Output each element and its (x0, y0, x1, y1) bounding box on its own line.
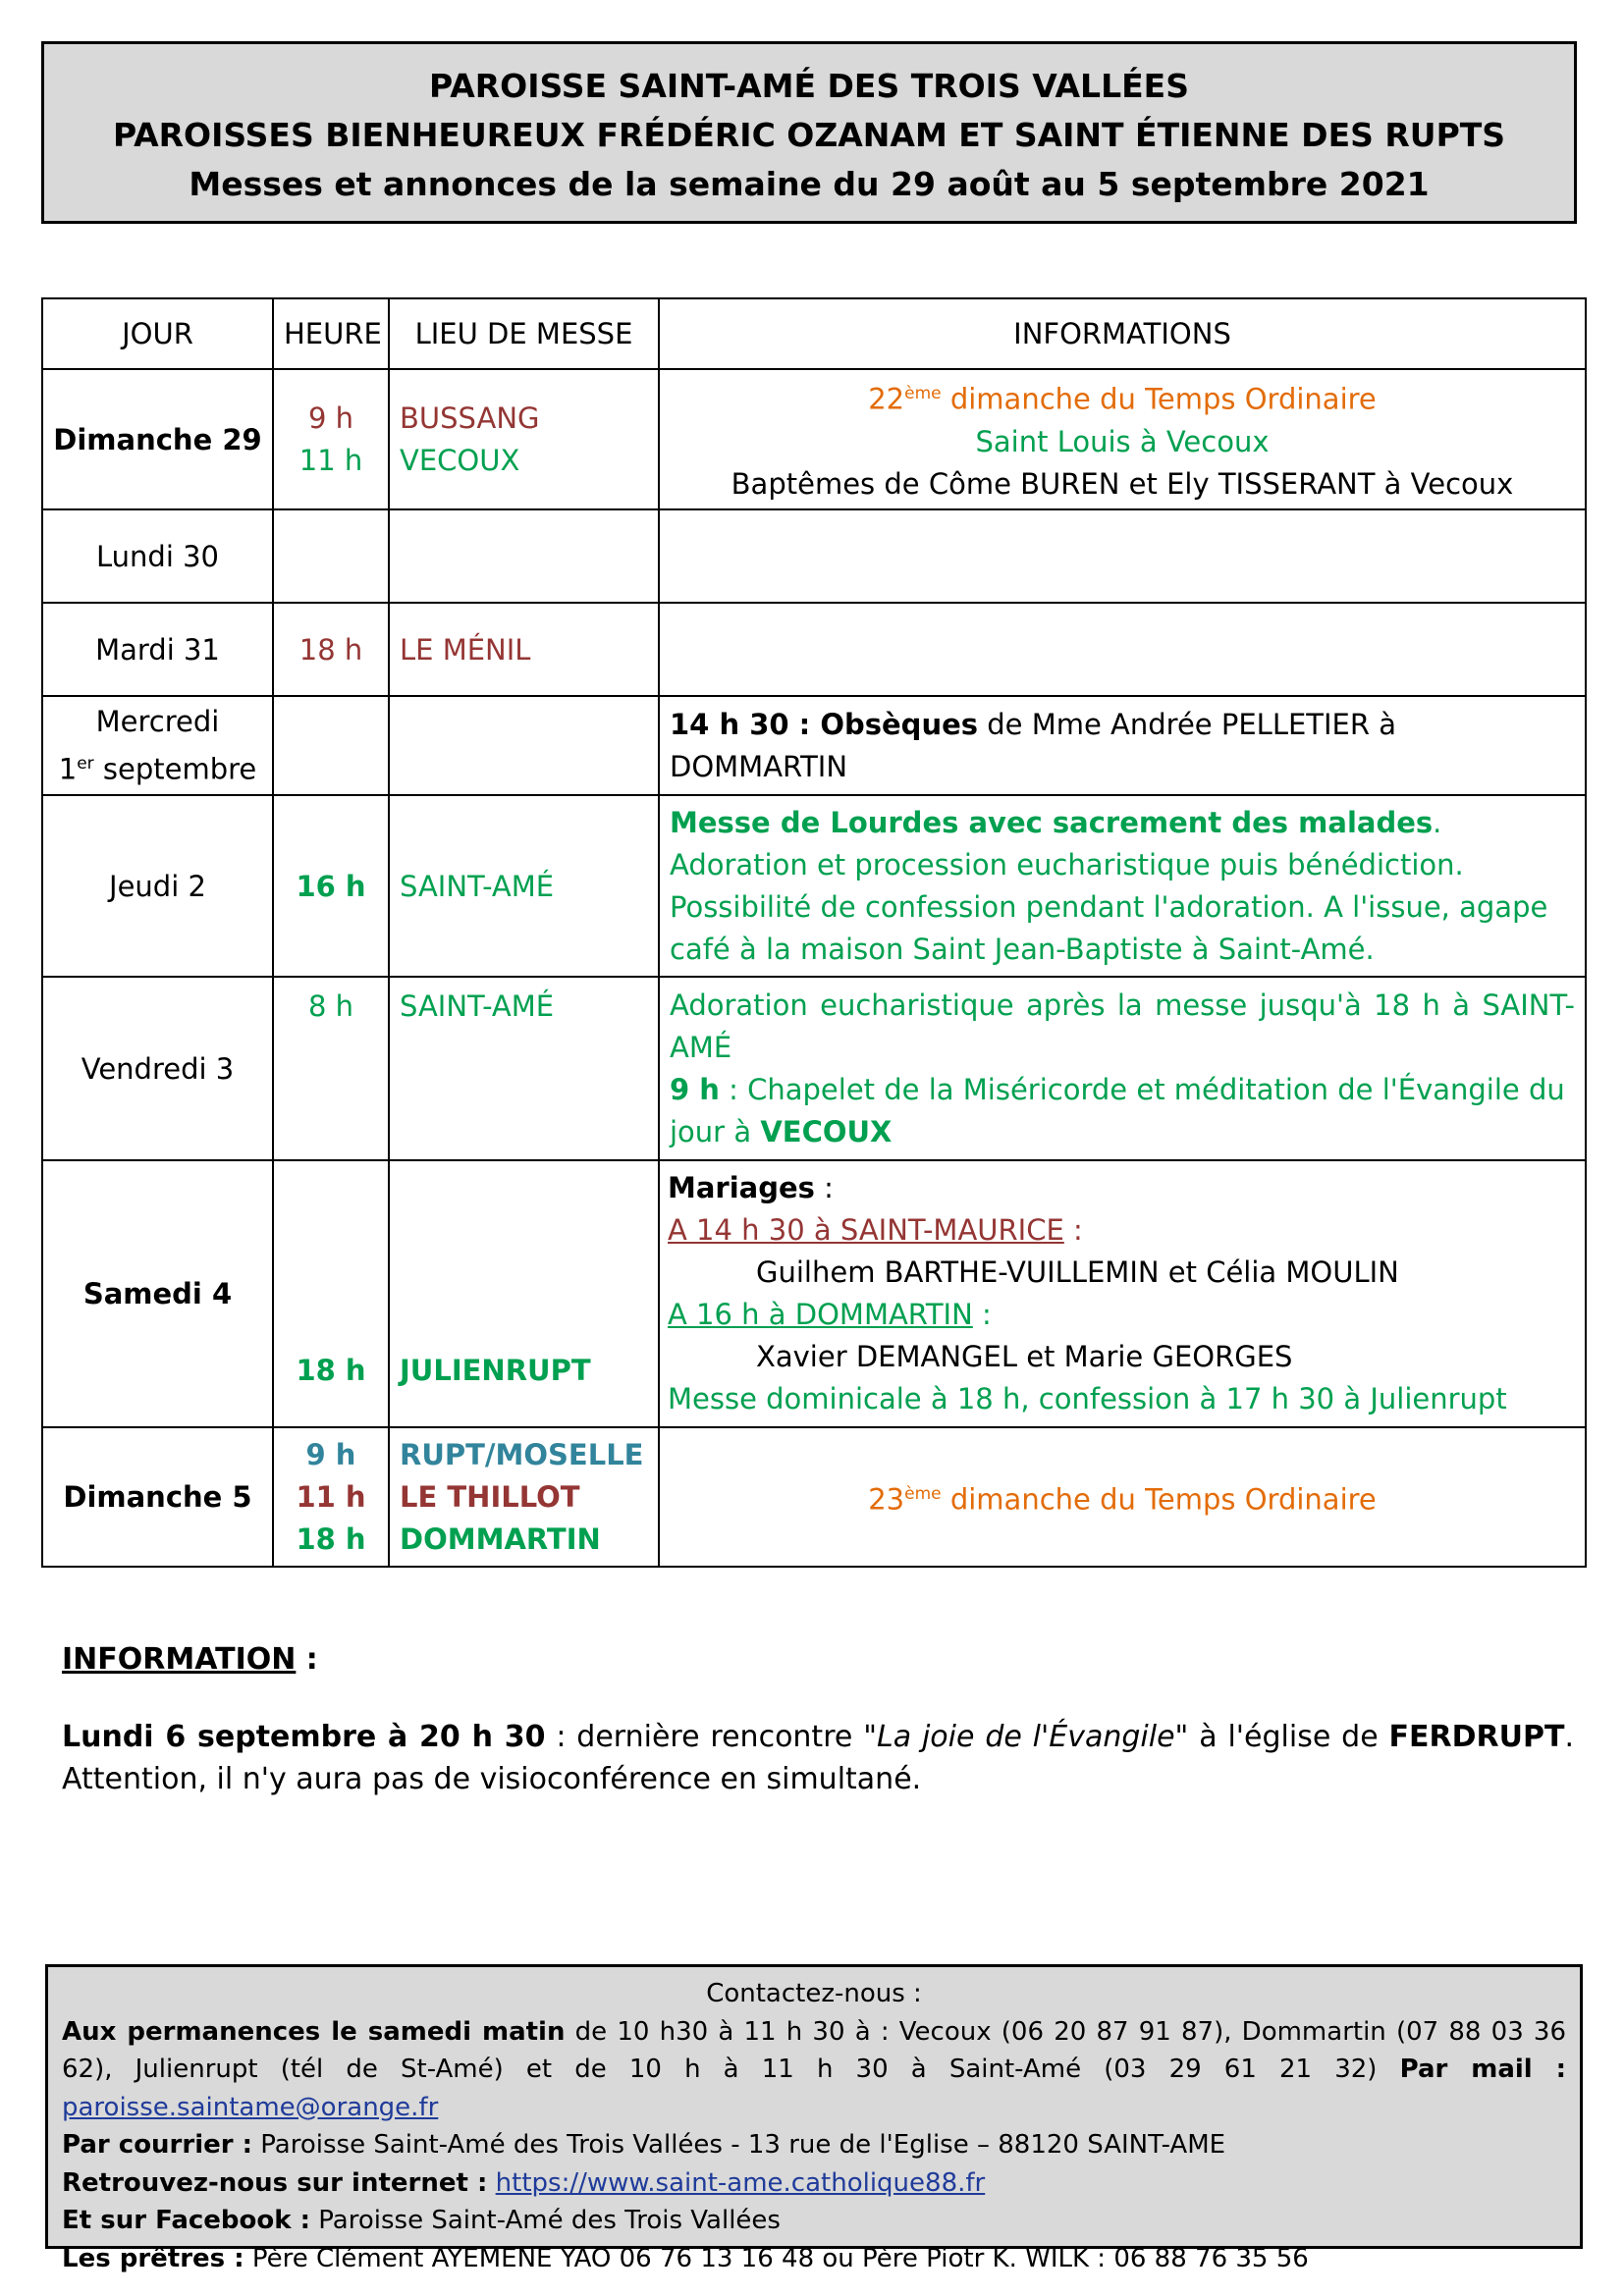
liturgy-text: dimanche du Temps Ordinaire (941, 1482, 1377, 1517)
col-header-jour: JOUR (42, 298, 273, 369)
contact-label: Par mail : (1399, 2055, 1567, 2084)
time-cell (273, 369, 389, 509)
information-body (62, 1716, 1574, 1800)
table-row (42, 795, 1586, 977)
info-cell (659, 977, 1586, 1160)
place-cell: JULIENRUPT (389, 1160, 659, 1427)
information-title: INFORMATION (62, 1642, 297, 1677)
website-link[interactable]: https://www.saint-ame.catholique88.fr (495, 2167, 986, 2198)
contact-mail (62, 2126, 1566, 2164)
wedding-1-place: A 14 h 30 à SAINT-MAURICE (668, 1213, 1064, 1247)
contact-text: Père Clément AYEMENE YAO 06 76 13 16 48 ou Père Piotr K. WILK : 06 88 76 35 56 (244, 2243, 1309, 2273)
adoration-note: Adoration eucharistique après la messe jusqu'à 18 h à SAINT-AMÉ (670, 988, 1575, 1064)
mass-schedule-table (41, 297, 1587, 1568)
place-cell (389, 509, 659, 603)
table-row (42, 369, 1586, 509)
liturgy-text: dimanche du Temps Ordinaire (941, 382, 1377, 416)
meeting-title: "La joie de l'Évangile" (863, 1720, 1189, 1754)
day-cell: Samedi 4 (42, 1160, 273, 1427)
table-row (42, 1160, 1586, 1427)
info-text: : dernière rencontre (545, 1720, 864, 1754)
contact-text: Paroisse Saint-Amé des Trois Vallées - 13 rue de l'Eglise – 88120 SAINT-AME (252, 2130, 1226, 2160)
time-cell: 8 h (273, 977, 389, 1160)
day-date (53, 743, 262, 791)
table-row (42, 1427, 1586, 1567)
time-cell (273, 1427, 389, 1567)
ordinal-suffix: ème (904, 1483, 942, 1504)
info-text: . Attention, il n'y aura pas de visioconférence en simultané. (62, 1720, 1574, 1796)
time-cell: 18 h (273, 603, 389, 696)
info-cell (659, 696, 1586, 795)
contact-permanences (62, 2013, 1566, 2127)
time-cell (273, 696, 389, 795)
day-cell: Mardi 31 (42, 603, 273, 696)
meeting-date: Lundi 6 septembre à 20 h 30 (62, 1720, 546, 1754)
meeting-place: FERDRUPT (1388, 1720, 1565, 1754)
time: 18 h (296, 1522, 366, 1556)
contact-box (45, 1964, 1583, 2273)
place-cell (389, 369, 659, 509)
contact-title: Contactez-nous : (706, 1979, 922, 2008)
information-section (62, 1642, 1574, 1800)
time: 11 h (296, 1479, 366, 1514)
header-subtitle: PAROISSES BIENHEUREUX FRÉDÉRIC OZANAM ET SAINT ÉTIENNE DES RUPTS (112, 116, 1506, 154)
place-cell: LE MÉNIL (389, 603, 659, 696)
lourdes-title (670, 802, 1575, 844)
information-heading (62, 1642, 1574, 1677)
info-text: à l'église de (1188, 1720, 1389, 1754)
wedding-2-names: Xavier DEMANGEL et Marie GEORGES (756, 1340, 1293, 1373)
weddings-title (668, 1167, 1575, 1209)
contact-priests (62, 2240, 1566, 2278)
place-cell: SAINT-AMÉ (389, 795, 659, 977)
weddings-title-sep: : (814, 1171, 834, 1204)
table-row (42, 977, 1586, 1160)
place: BUSSANG (400, 400, 540, 435)
contact-text: Paroisse Saint-Amé des Trois Vallées (310, 2206, 781, 2235)
ordinal-number: 22 (868, 382, 905, 416)
ordinal-number: 23 (868, 1482, 905, 1517)
col-header-info: INFORMATIONS (659, 298, 1586, 369)
day-cell: Vendredi 3 (42, 977, 273, 1160)
place-cell: SAINT-AMÉ (389, 977, 659, 1160)
funeral-note (670, 704, 1575, 788)
time: 9 h (305, 1437, 356, 1471)
header-title: PAROISSE SAINT-AMÉ DES TROIS VALLÉES (429, 67, 1189, 105)
chaplet-place: VECOUX (760, 1114, 893, 1148)
email-link[interactable]: paroisse.saintame@orange.fr (62, 2092, 439, 2122)
time-cell: 16 h (273, 795, 389, 977)
table-row (42, 696, 1586, 795)
day-cell: Dimanche 29 (42, 369, 273, 509)
day-cell: Jeudi 2 (42, 795, 273, 977)
contact-label: Aux permanences le samedi matin (62, 2016, 566, 2047)
feast-note: Saint Louis à Vecoux (975, 424, 1270, 458)
info-cell (659, 1427, 1586, 1567)
chaplet-text: : Chapelet de la Miséricorde et méditation de l'Évangile du jour à (670, 1072, 1565, 1148)
time: 11 h (298, 443, 363, 477)
lourdes-details: Adoration et procession eucharistique puis bénédiction. Possibilité de confession pendant l'adoration. A l'issue, agape café à la maison Saint Jean-Baptiste à Saint-Amé. (670, 847, 1548, 966)
funeral-details: de Mme Andrée PELLETIER à DOMMARTIN (670, 707, 1397, 783)
day-cell: Dimanche 5 (42, 1427, 273, 1567)
info-cell (659, 1160, 1586, 1427)
weddings-title-text: Mariages (668, 1171, 815, 1204)
wedding-2-place: A 16 h à DOMMARTIN (668, 1298, 973, 1331)
sunday-mass-note: Messe dominicale à 18 h, confession à 17 h 30 à Julienrupt (668, 1382, 1507, 1415)
day-cell: Lundi 30 (42, 509, 273, 603)
funeral-time: 14 h 30 : Obsèques (670, 707, 979, 741)
header-week: Messes et annonces de la semaine du 29 août au 5 septembre 2021 (189, 165, 1430, 203)
contact-website (62, 2164, 1566, 2203)
place: VECOUX (400, 443, 520, 477)
table-row (42, 603, 1586, 696)
contact-facebook (62, 2202, 1566, 2240)
information-title-sep: : (296, 1642, 318, 1677)
time-cell (273, 509, 389, 603)
place-cell (389, 1427, 659, 1567)
place: LE THILLOT (400, 1479, 580, 1514)
baptism-note: Baptêmes de Côme BUREN et Ely TISSERANT à Vecoux (731, 466, 1514, 501)
wedding-2-place-line (668, 1294, 1575, 1336)
ordinal-suffix: er (77, 753, 94, 774)
place-cell (389, 696, 659, 795)
wedding-2-sep: : (972, 1298, 992, 1331)
place: DOMMARTIN (400, 1522, 601, 1556)
wedding-1-place-line (668, 1209, 1575, 1252)
table-row (42, 509, 1586, 603)
time: 9 h (307, 400, 354, 435)
day-number: 1 (58, 752, 78, 786)
info-cell (659, 603, 1586, 696)
contact-text: de 10 h30 à 11 h 30 à : Vecoux (06 20 87 91 87), Dommartin (07 88 03 36 62), Julienrupt (tél de St-Amé) et de 10 h à 11 h 30 à Saint-Amé (03 29 61 21 32) (62, 2016, 1567, 2084)
month-text: septembre (93, 752, 257, 786)
liturgy-note (670, 373, 1575, 421)
header-box (41, 41, 1577, 224)
contact-label: Et sur Facebook : (62, 2206, 311, 2235)
liturgy-note (670, 1473, 1575, 1522)
contact-label: Retrouvez-nous sur internet : (62, 2167, 488, 2198)
lourdes-title-dot: . (1433, 805, 1442, 839)
info-cell (659, 369, 1586, 509)
info-cell (659, 509, 1586, 603)
col-header-lieu: LIEU DE MESSE (389, 298, 659, 369)
wedding-1-names: Guilhem BARTHE-VUILLEMIN et Célia MOULIN (756, 1255, 1399, 1289)
day-label: Mercredi (95, 704, 220, 738)
place: RUPT/MOSELLE (400, 1437, 644, 1471)
info-cell (659, 795, 1586, 977)
contact-label: Les prêtres : (62, 2243, 244, 2273)
chaplet-note (670, 1069, 1575, 1153)
time-cell: 18 h (273, 1160, 389, 1427)
wedding-1-sep: : (1063, 1213, 1083, 1247)
contact-label: Par courrier : (62, 2130, 253, 2160)
chaplet-time: 9 h (670, 1072, 720, 1106)
day-cell (42, 696, 273, 795)
table-header-row (42, 298, 1586, 369)
lourdes-title-text: Messe de Lourdes avec sacrement des malades (670, 805, 1434, 839)
ordinal-suffix: ème (904, 384, 942, 404)
col-header-heure: HEURE (273, 298, 389, 369)
